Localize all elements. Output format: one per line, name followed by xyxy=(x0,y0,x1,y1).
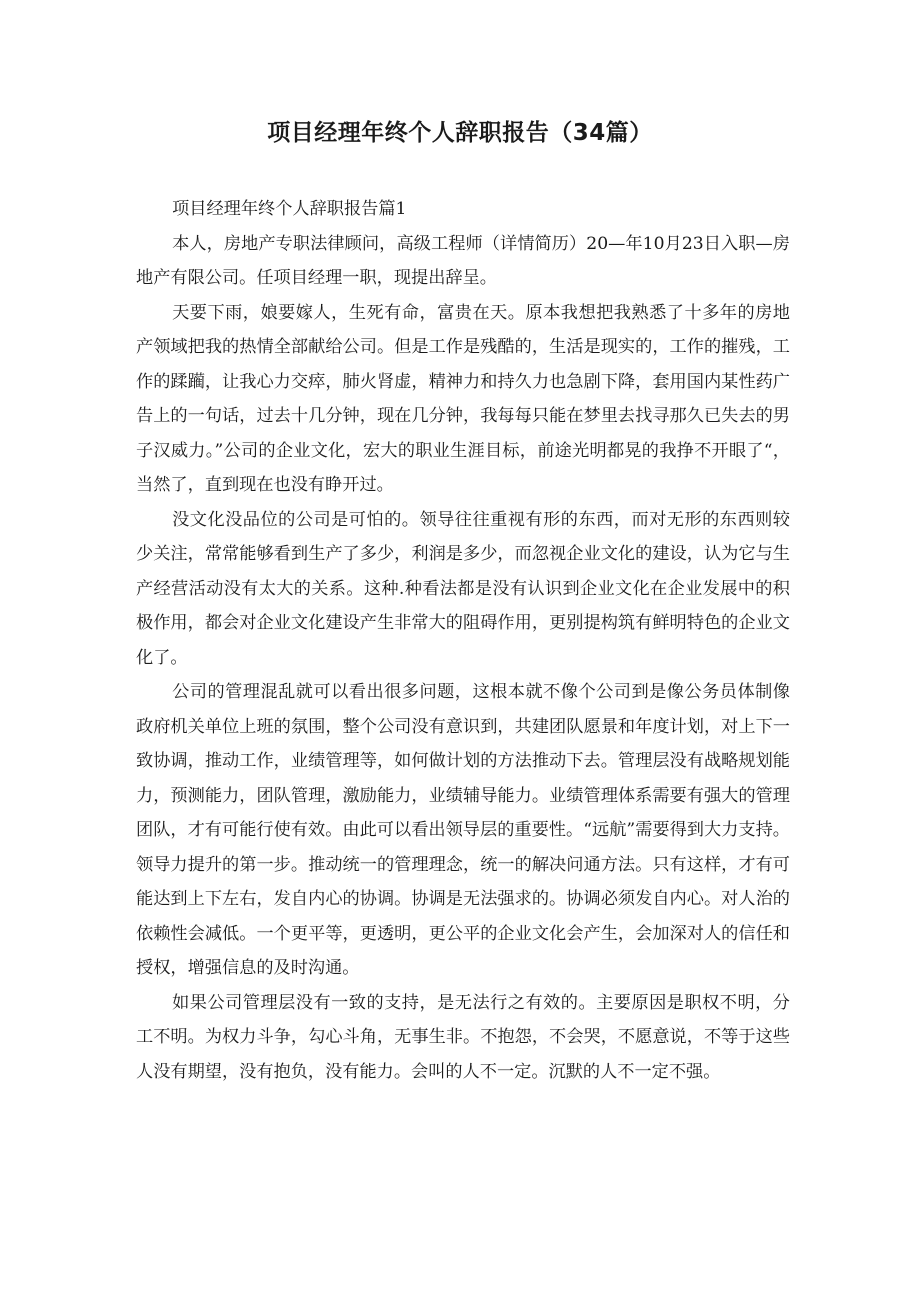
paragraph: 天要下雨，娘要嫁人，生死有命，富贵在天。原本我想把我熟悉了十多年的房地产领域把我的热情全部献给公司。但是工作是残酷的，生活是现实的，工作的摧残，工作的蹂躏，让我心力交瘁，肺火肾虚，精神力和持久力也急剧下降，套用国内某性药广告上的一句话，过去十几分钟，现在几分钟，我每每只能在梦里去找寻那久已失去的男子汉威力。”公司的企业文化，宏大的职业生涯目标，前途光明都晃的我挣不开眼了“，当然了，直到现在也没有睁开过。 xyxy=(136,302,790,495)
document-body xyxy=(136,192,790,1089)
paragraph: 如果公司管理层没有一致的支持，是无法行之有效的。主要原因是职权不明，分工不明。为权力斗争，勾心斗角，无事生非。不抱怨，不会哭，不愿意说，不等于这些人没有期望，没有抱负，没有能力。会叫的人不一定。沉默的人不一定不强。 xyxy=(136,992,790,1082)
paragraph-intro: 本人，房地产专职法律顾问，高级工程师（详情简历）20—年10月23日入职—房地产有限公司。任项目经理一职，现提出辞呈。 xyxy=(136,233,790,288)
section-heading: 项目经理年终个人辞职报告篇1 xyxy=(172,199,407,219)
paragraph: 没文化没品位的公司是可怕的。领导往往重视有形的东西，而对无形的东西则较少关注，常常能够看到生产了多少，利润是多少，而忽视企业文化的建设，认为它与生产经营活动没有太大的关系。这种.种看法都是没有认识到企业文化在企业发展中的积极作用，都会对企业文化建设产生非常大的阻碍作用，更别提构筑有鲜明特色的企业文化了。 xyxy=(136,509,790,668)
paragraph: 公司的管理混乱就可以看出很多问题，这根本就不像个公司到是像公务员体制像政府机关单位上班的氛围，整个公司没有意识到，共建团队愿景和年度计划，对上下一致协调，推动工作，业绩管理等，如何做计划的方法推动下去。管理层没有战略规划能力，预测能力，团队管理，激励能力，业绩辅导能力。业绩管理体系需要有强大的管理团队，才有可能行使有效。由此可以看出领导层的重要性。“远航”需要得到大力支持。领导力提升的第一步。推动统一的管理理念，统一的解决问通方法。只有这样，才有可能达到上下左右，发自内心的协调。协调是无法强求的。协调必须发自内心。对人治的依赖性会减低。一个更平等，更透明，更公平的企业文化会产生，会加深对人的信任和授权，增强信息的及时沟通。 xyxy=(136,682,790,978)
document-title: 项目经理年终个人辞职报告（34篇） xyxy=(267,120,653,146)
